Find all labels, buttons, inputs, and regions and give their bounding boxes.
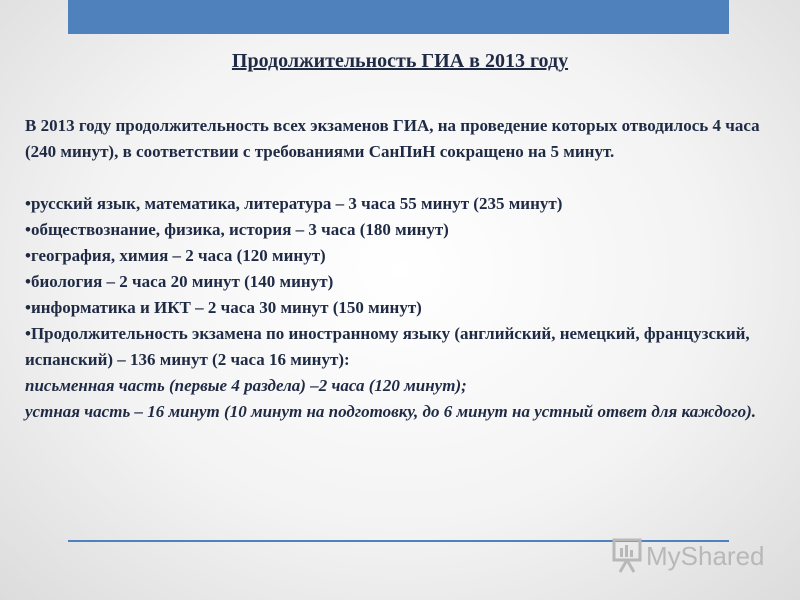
myshared-logo: [610, 536, 765, 576]
intro-paragraph: В 2013 году продолжительность всех экзаменов ГИА, на проведение которых отводилось 4 часа (240 минут), в соответствии с требованиями СанПиН сокращено на 5 минут.: [25, 116, 760, 161]
bullet-item: •обществознание, физика, история – 3 часа (180 минут): [25, 220, 449, 239]
written-part-line: письменная часть (первые 4 раздела) –2 часа (120 минут);: [25, 376, 467, 395]
slide-title: Продолжительность ГИА в 2013 году: [231, 50, 569, 72]
logo-text: MyShared: [646, 540, 765, 571]
bullet-item: •русский язык, математика, литература – 3 часа 55 минут (235 минут): [25, 194, 563, 213]
presentation-board-icon: [610, 538, 644, 574]
bullet-item: •Продолжительность экзамена по иностранному языку (английский, немецкий, французский, испанский) – 136 минут (2 часа 16 минут):: [25, 324, 750, 369]
bullet-item: •география, химия – 2 часа (120 минут): [25, 246, 326, 265]
bullet-item: •информатика и ИКТ – 2 часа 30 минут (150 минут): [25, 298, 422, 317]
bullet-item: •биология – 2 часа 20 минут (140 минут): [25, 272, 334, 291]
slide-body: [25, 113, 780, 425]
top-accent-bar: [68, 0, 729, 34]
oral-part-line: устная часть – 16 минут (10 минут на подготовку, до 6 минут на устный ответ для каждого).: [25, 402, 757, 421]
